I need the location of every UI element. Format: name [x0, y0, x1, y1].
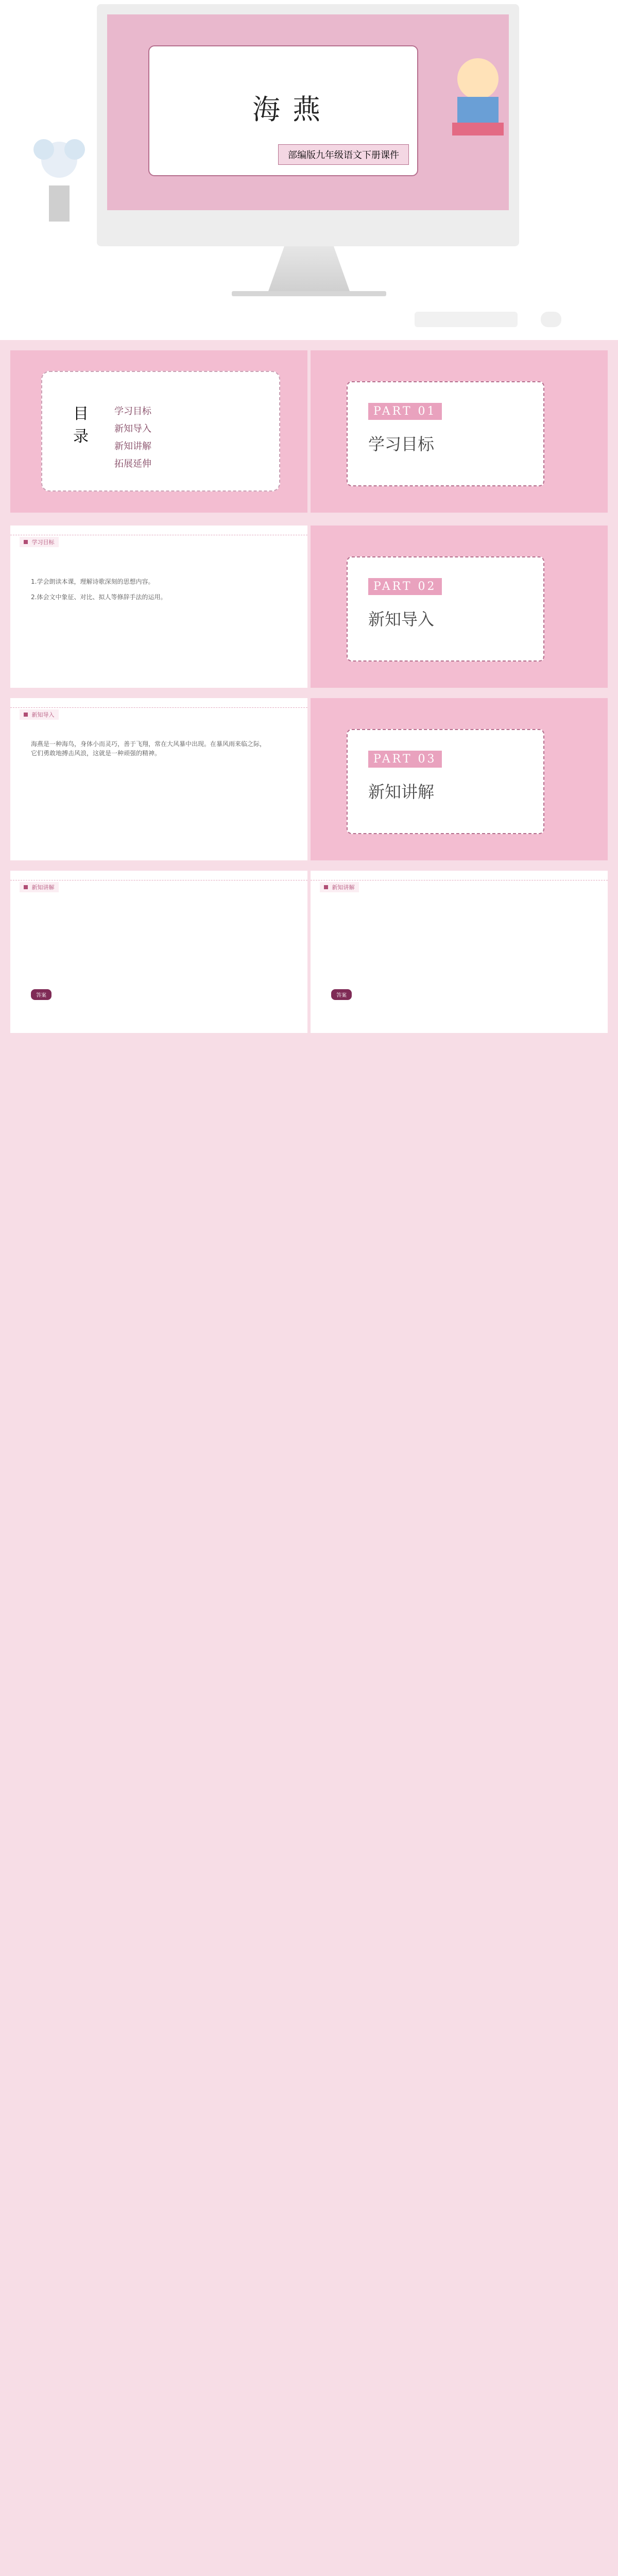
slide-explain — [311, 871, 608, 1033]
slide-goals — [10, 526, 307, 688]
section-header: 新知讲解 — [320, 882, 359, 892]
part-card — [347, 556, 544, 662]
cover-subtitle: 部编版九年级语文下册课件 — [278, 144, 409, 165]
menu-item[interactable]: 新知讲解 — [114, 441, 151, 452]
section-header: 学习目标 — [20, 537, 59, 547]
part-number: PART 01 — [368, 403, 442, 420]
keyboard-icon — [415, 312, 518, 327]
answer-button[interactable]: 答案 — [31, 989, 52, 1000]
menu-card — [41, 371, 280, 492]
menu-list — [114, 403, 151, 473]
part-number: PART 03 — [368, 751, 442, 768]
goal-line: 1.学会朗读本课，理解诗歌深刻的思想内容。 — [31, 578, 154, 585]
slide-menu — [10, 350, 307, 513]
part-card — [347, 381, 544, 486]
section-header: 新知讲解 — [20, 882, 59, 892]
part-number: PART 02 — [368, 578, 442, 595]
part-title: 学习目标 — [368, 434, 435, 454]
menu-title: 目录 — [73, 405, 89, 446]
goal-line: 2.体会文中象征、对比、拟人等修辞手法的运用。 — [31, 594, 167, 601]
slide-intro — [10, 698, 307, 860]
slide-part-01 — [311, 350, 608, 513]
section-header: 新知导入 — [20, 709, 59, 720]
monitor-stand — [268, 246, 350, 293]
part-card — [347, 729, 544, 834]
menu-item[interactable]: 学习目标 — [114, 406, 151, 417]
slide-explain — [10, 871, 307, 1033]
menu-item[interactable]: 拓展延伸 — [114, 459, 151, 469]
mouse-icon — [541, 312, 561, 327]
slide-part-03 — [311, 698, 608, 860]
pen-icon — [24, 885, 28, 889]
pen-icon — [324, 885, 328, 889]
reading-kid-icon — [442, 50, 514, 138]
monitor-screen — [107, 14, 509, 210]
pen-icon — [24, 713, 28, 717]
pen-icon — [24, 540, 28, 544]
part-title: 新知讲解 — [368, 782, 435, 802]
monitor — [97, 4, 519, 246]
monitor-base — [232, 291, 386, 296]
cover-title: 海燕 — [252, 93, 333, 126]
answer-button[interactable]: 答案 — [331, 989, 352, 1000]
slide-part-02 — [311, 526, 608, 688]
cover-card — [148, 45, 418, 176]
flower-vase-icon — [21, 129, 98, 232]
menu-item[interactable]: 新知导入 — [114, 423, 151, 434]
hero — [0, 0, 618, 340]
part-title: 新知导入 — [368, 609, 435, 629]
intro-paragraph: 海燕是一种海鸟，身体小而灵巧，善于飞翔，常在大风暴中出现。在暴风雨来临之际，它们勇敢地搏击风浪，这就是一种顽强的精神。 — [31, 740, 266, 757]
